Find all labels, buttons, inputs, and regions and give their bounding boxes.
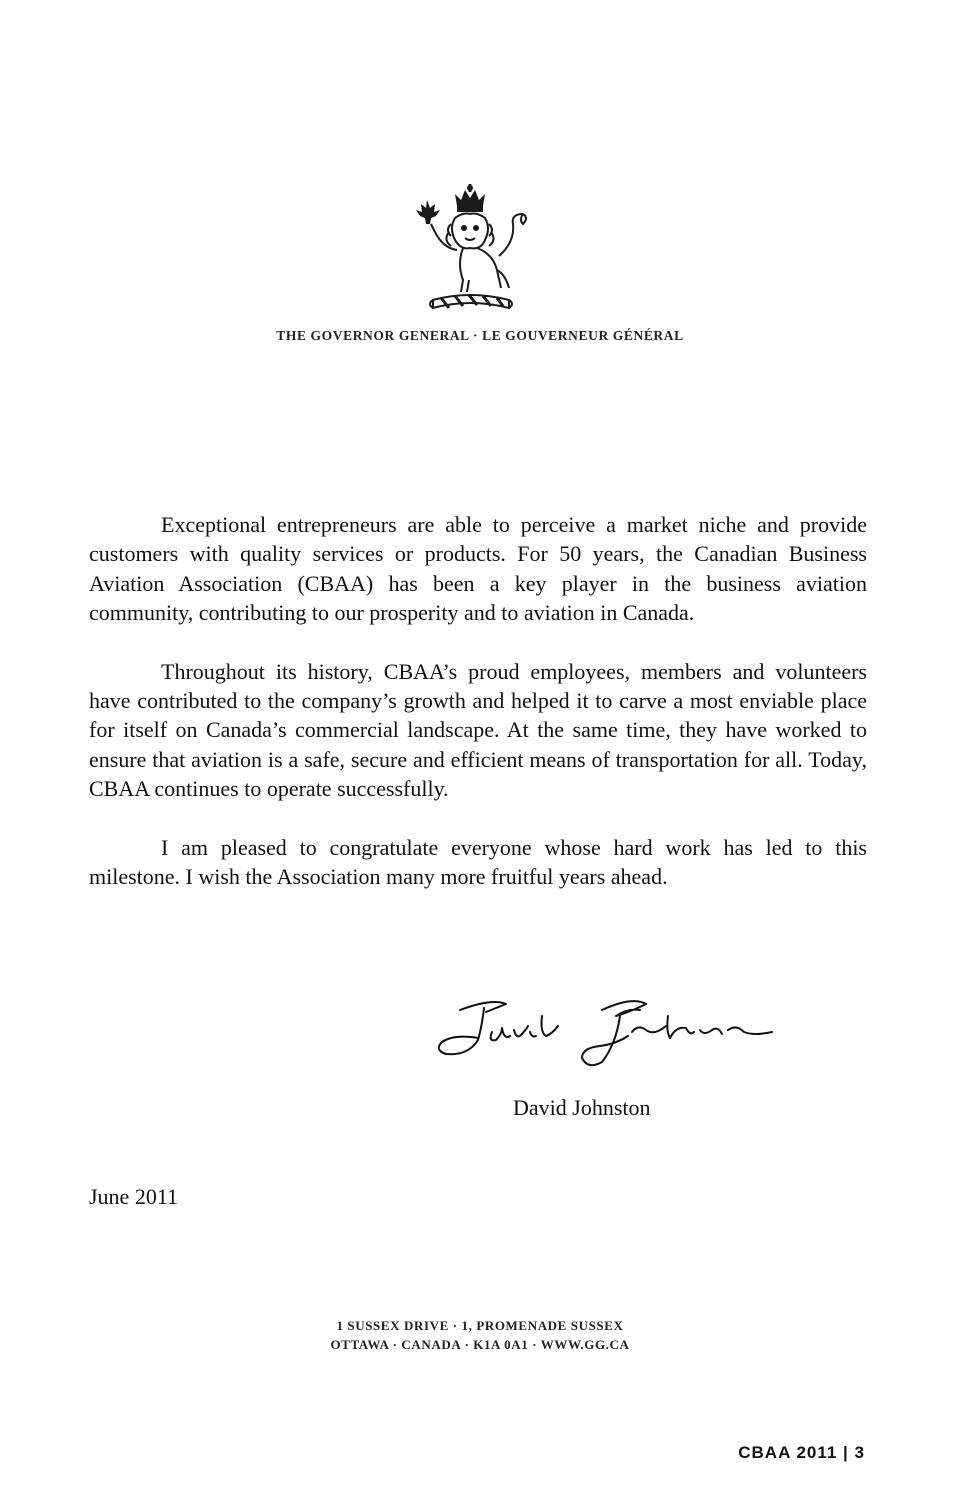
governor-general-crest [405, 184, 535, 314]
page-footer: CBAA 2011 | 3 [738, 1443, 865, 1462]
signer-name: David Johnston [513, 1095, 651, 1120]
office-address [0, 1316, 960, 1354]
letter-paragraph: I am pleased to congratulate everyone whose hard work has led to this milestone. I wish the Association many more fruitful years ahead. [89, 834, 867, 890]
letter-paragraph: Throughout its history, CBAA’s proud employees, members and volunteers have contributed to the company’s growth and helped it to carve a most enviable place for itself on Canada’s commercial landscape. At the same time, they have worked to ensure that aviation is a safe, secure and efficient means of transportation for all. Today, CBAA continues to operate successfully. [89, 658, 867, 802]
letter-date: June 2011 [89, 1184, 179, 1209]
office-title: THE GOVERNOR GENERAL · LE GOUVERNEUR GÉNÉRAL [276, 328, 684, 343]
letter-paragraph: Exceptional entrepreneurs are able to perceive a market niche and provide customers with quality services or products. For 50 years, the Canadian Business Aviation Association (CBAA) has been a key player in the business aviation community, contributing to our prosperity and to aviation in Canada. [89, 512, 867, 626]
handwritten-signature [432, 996, 777, 1071]
address-line: 1 SUSSEX DRIVE · 1, PROMENADE SUSSEX [336, 1318, 624, 1333]
royal-crest-lion-icon [405, 184, 535, 314]
letter-body [89, 510, 867, 920]
address-line: OTTAWA · CANADA · K1A 0A1 · WWW.GG.CA [330, 1337, 630, 1352]
